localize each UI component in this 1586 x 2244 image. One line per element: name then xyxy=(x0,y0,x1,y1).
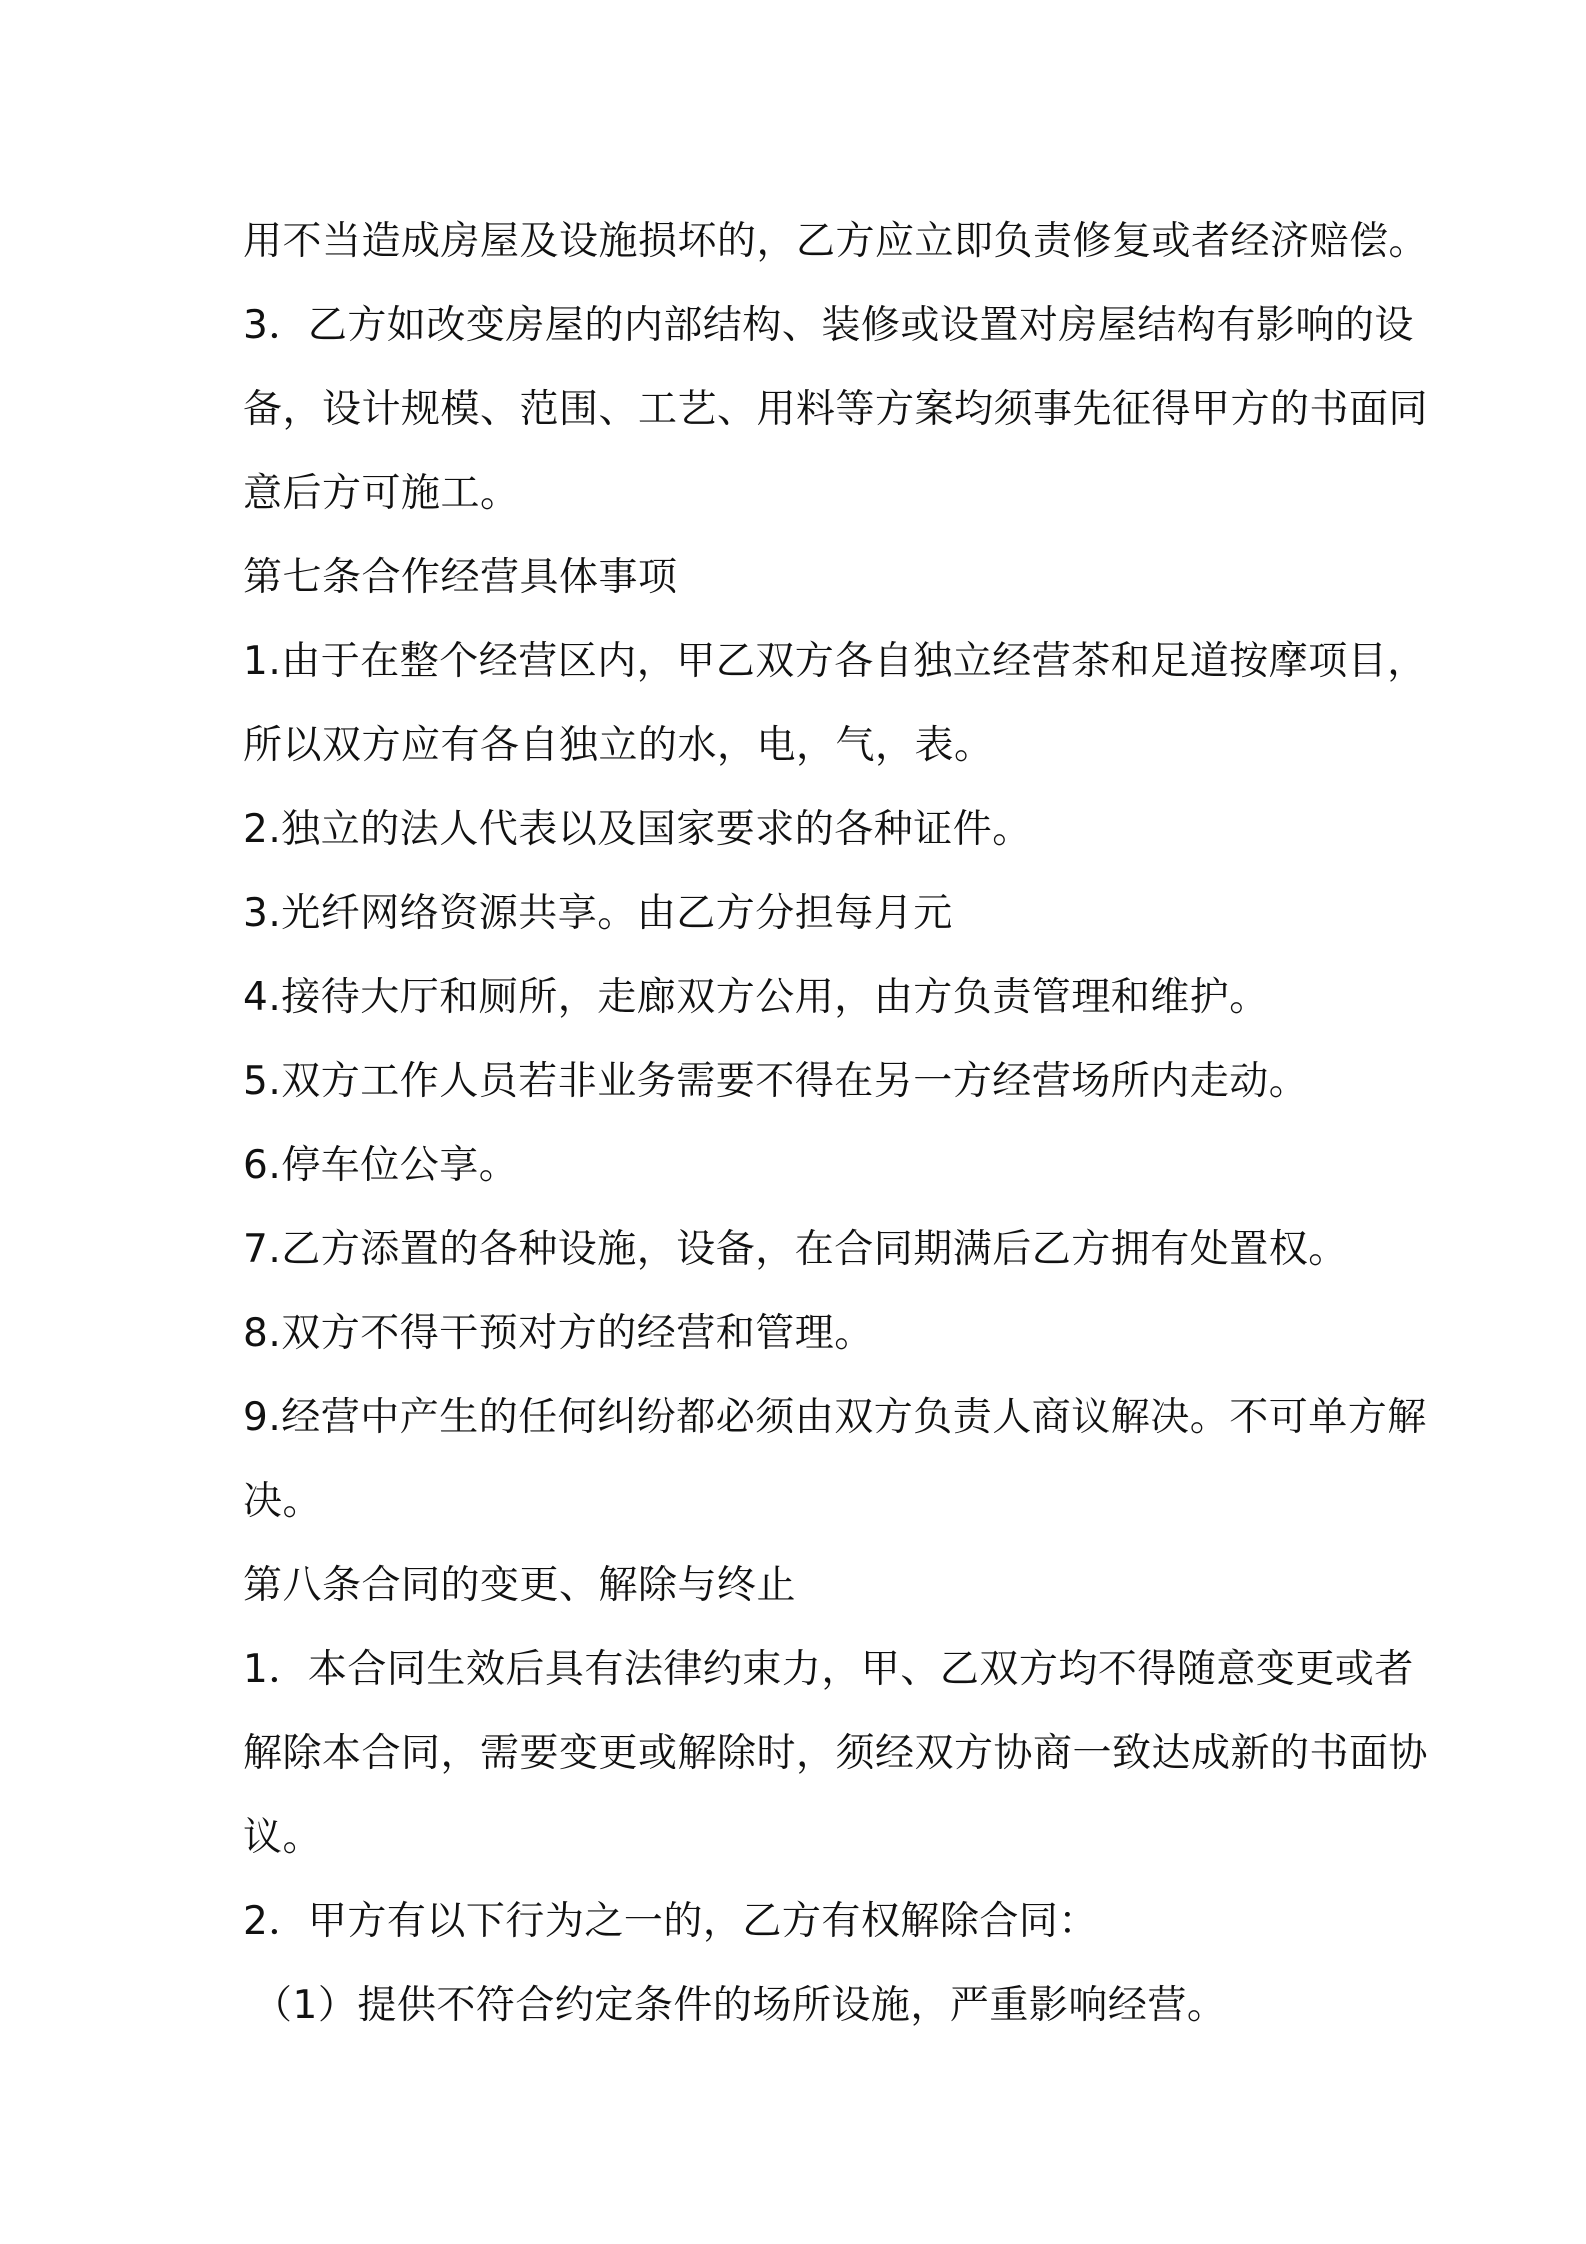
document-body xyxy=(243,200,1429,2048)
text-line: 9.经营中产生的任何纠纷都必须由双方负责人商议解决。不可单方解 xyxy=(243,1395,1427,1440)
text-line: 4.接待大厅和厕所，走廊双方公用，由方负责管理和维护。 xyxy=(243,975,1269,1020)
text-line: 8.双方不得干预对方的经营和管理。 xyxy=(243,1311,874,1356)
text-line: 6.停车位公享。 xyxy=(243,1143,519,1188)
section-heading-article-8: 第八条合同的变更、解除与终止 xyxy=(243,1563,797,1608)
text-line: （1）提供不符合约定条件的场所设施，严重影响经营。 xyxy=(253,1983,1227,2028)
text-line: 3.光纤网络资源共享。由乙方分担每月元 xyxy=(243,891,953,936)
text-line: 5.双方工作人员若非业务需要不得在另一方经营场所内走动。 xyxy=(243,1059,1309,1104)
text-line: 议。 xyxy=(243,1815,323,1860)
text-line: 7.乙方添置的各种设施，设备，在合同期满后乙方拥有处置权。 xyxy=(243,1227,1348,1272)
text-line: 3．乙方如改变房屋的内部结构、装修或设置对房屋结构有影响的设 xyxy=(243,303,1414,348)
text-line: 1.由于在整个经营区内，甲乙双方各自独立经营茶和足道按摩项目， xyxy=(243,639,1427,684)
text-line: 决。 xyxy=(243,1479,323,1524)
text-line: 所以双方应有各自独立的水，电，气，表。 xyxy=(243,723,994,768)
text-line: 意后方可施工。 xyxy=(243,471,520,516)
text-line: 1．本合同生效后具有法律约束力，甲、乙双方均不得随意变更或者 xyxy=(243,1647,1414,1692)
text-line: 备，设计规模、范围、工艺、用料等方案均须事先征得甲方的书面同 xyxy=(243,387,1429,432)
text-line: 用不当造成房屋及设施损坏的，乙方应立即负责修复或者经济赔偿。 xyxy=(243,219,1429,264)
text-line: 2．甲方有以下行为之一的，乙方有权解除合同： xyxy=(243,1899,1098,1944)
text-line: 2.独立的法人代表以及国家要求的各种证件。 xyxy=(243,807,1032,852)
section-heading-article-7: 第七条合作经营具体事项 xyxy=(243,555,678,600)
text-line: 解除本合同，需要变更或解除时，须经双方协商一致达成新的书面协 xyxy=(243,1731,1429,1776)
